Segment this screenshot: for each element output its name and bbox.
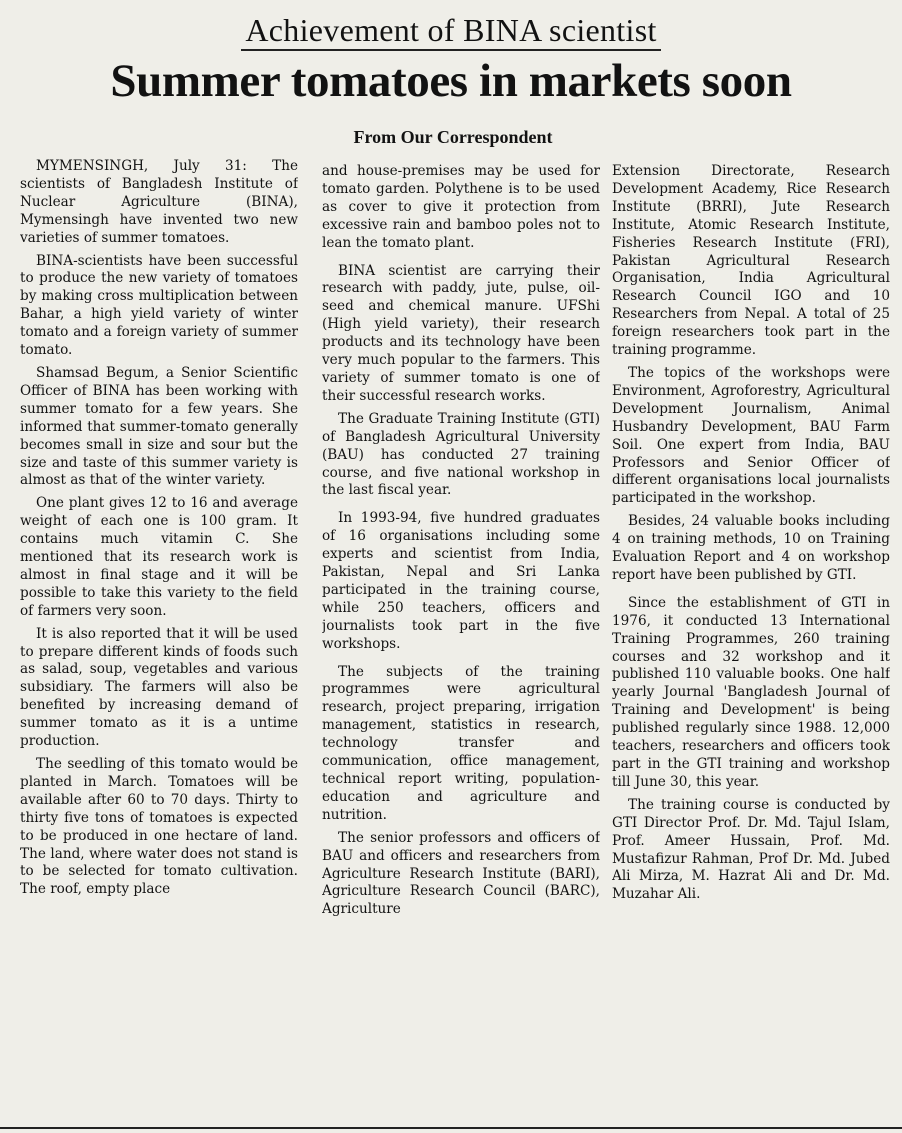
- paragraph: The topics of the workshops were Environment, Agroforestry, Agricultural Development Journalism, Animal Husbandry Development, BAU Farm Soil. One expert from India, BAU Professors and Senior Officer of different organisations local journalists participated in the workshop.: [612, 364, 890, 507]
- paragraph: The subjects of the training programmes were agricultural research, project preparing, irrigation management, statistics in research, technology transfer and communication, office management, technical report writing, population-education and agriculture and nutrition.: [322, 663, 600, 823]
- bottom-rule: [0, 1127, 902, 1129]
- paragraph: BINA scientist are carrying their research with paddy, jute, pulse, oil-seed and chemical manure. UFShi (High yield variety), their research products and its technology have been very much popular to the farmers. This variety of summer tomato is one of their successful research works.: [322, 262, 600, 404]
- article-column-3: [612, 163, 890, 1131]
- paragraph: In 1993-94, five hundred graduates of 16 organisations including some experts and scientist from India, Pakistan, Nepal and Sri Lanka participated in the training course, while 250 teachers, officers and journalists took part in the five workshops.: [322, 510, 600, 652]
- paragraph: MYMENSINGH, July 31: The scientists of Bangladesh Institute of Nuclear Agriculture (BINA), Mymensingh have invented two new varieties of summer tomatoes.: [20, 158, 298, 246]
- article-column-1: [20, 158, 298, 1126]
- paragraph: One plant gives 12 to 16 and average weight of each one is 100 gram. It contains much vitamin C. She mentioned that its research work is almost in final stage and it will be possible to take this variety to the field of farmers very soon.: [20, 495, 298, 619]
- byline: From Our Correspondent: [353, 127, 553, 147]
- paragraph: It is also reported that it will be used to prepare different kinds of foods such as salad, soup, vegetables and various subsidiary. The farmers will also be benefited by increasing demand of summer tomato as it is a untime production.: [20, 625, 298, 750]
- kicker-text: Achievement of BINA scientist: [241, 12, 660, 51]
- paragraph: Since the establishment of GTI in 1976, it conducted 13 International Training Programmes, 260 training courses and 32 workshop and it published 110 valuable books. One half yearly Journal 'Bangladesh Journal of Training and Development' is being published regularly since 1988. 12,000 teachers, researchers and officers took part in the GTI training and workshop till June 30, this year.: [612, 594, 890, 790]
- article-column-2: [322, 163, 600, 1131]
- paragraph: The Graduate Training Institute (GTI) of Bangladesh Agricultural University (BAU) has conducted 27 training course, and five national workshop in the last fiscal year.: [322, 410, 600, 499]
- paragraph: The seedling of this tomato would be planted in March. Tomatoes will be available after 60 to 70 days. Thirty to thirty five tons of tomatoes is expected to be produced in one hectare of land. The land, where water does not stand is to be selected for tomato cultivation. The roof, empty place: [20, 756, 298, 898]
- paragraph: BINA-scientists have been successful to produce the new variety of tomatoes by making cross multiplication between Bahar, a high yield variety of winter tomato and a foreign variety of summer tomato.: [20, 252, 298, 359]
- paragraph: The training course is conducted by GTI Director Prof. Dr. Md. Tajul Islam, Prof. Ameer Hussain, Prof. Md. Mustafizur Rahman, Prof Dr. Md. Jubed Ali Mirza, M. Hazrat Ali and Dr. Md. Muzahar Ali.: [612, 796, 890, 903]
- kicker: [0, 12, 902, 49]
- headline: Summer tomatoes in markets soon: [110, 55, 792, 107]
- paragraph: Shamsad Begum, a Senior Scientific Officer of BINA has been working with summer tomato for a few years. She informed that summer-tomato generally becomes small in size and sour but the size and taste of this summer variety is almost as that of the winter variety.: [20, 364, 298, 489]
- paragraph: The senior professors and officers of BAU and officers and researchers from Agriculture Research Institute (BARI), Agriculture Research Council (BARC), Agriculture: [322, 829, 600, 918]
- paragraph: Besides, 24 valuable books including 4 on training methods, 10 on Training Evaluation Report and 4 on workshop report have been published by GTI.: [612, 513, 890, 583]
- paragraph: and house-premises may be used for tomato garden. Polythene is to be used as cover to give it protection from excessive rain and bamboo poles not to lean the tomato plant.: [322, 163, 600, 251]
- paragraph: Extension Directorate, Research Development Academy, Rice Research Institute (BRRI), Jute Research Institute, Atomic Research Institute, Fisheries Research Institute (FRI), Pakistan Agricultural Research Organisation, India Agricultural Research Council IGO and 10 Researchers from Nepal. A total of 25 foreign researchers took part in the training programme.: [612, 163, 890, 359]
